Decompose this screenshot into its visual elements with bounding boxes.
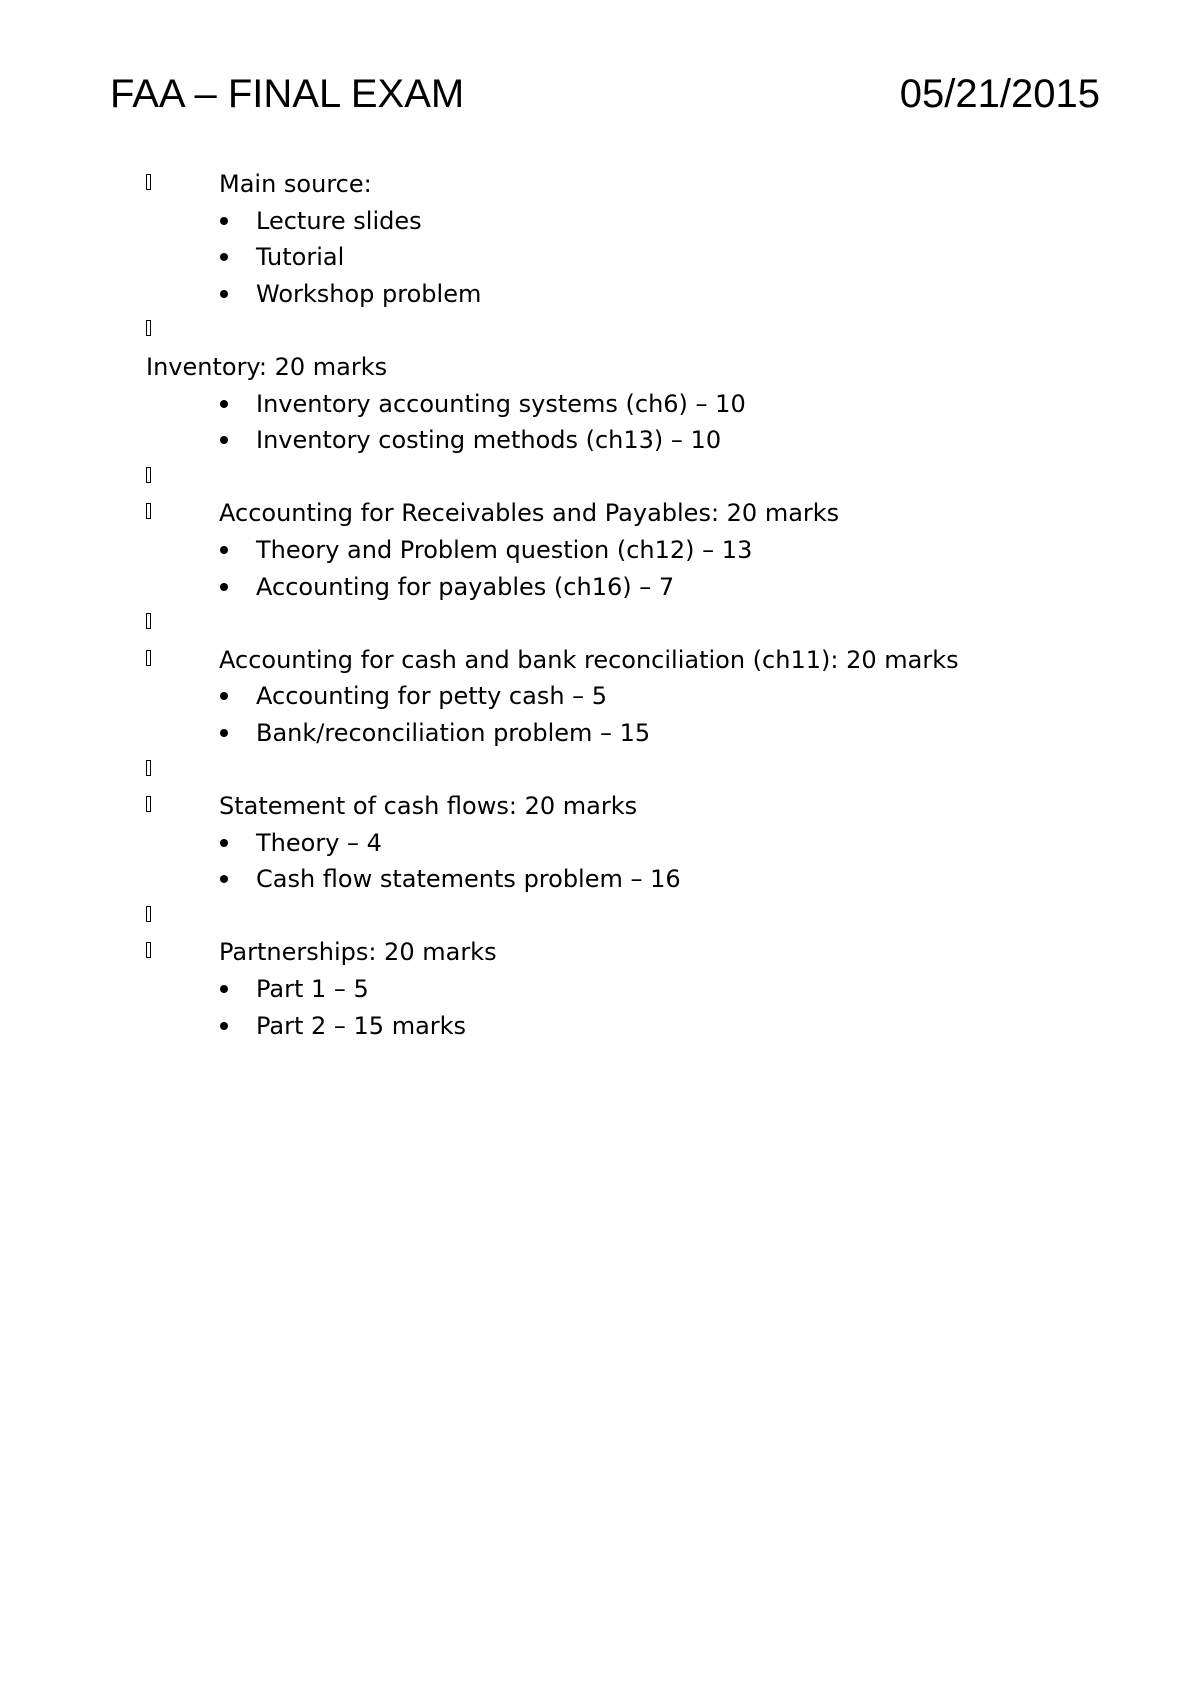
bullet-icon bbox=[220, 729, 228, 737]
section-heading-text: Partnerships: 20 marks bbox=[219, 938, 497, 967]
bullet-icon bbox=[220, 875, 228, 883]
section-heading bbox=[146, 349, 1146, 386]
section-heading bbox=[146, 788, 1146, 825]
list-item bbox=[146, 239, 1146, 276]
list-item-text: Lecture slides bbox=[256, 206, 422, 235]
missing-glyph-icon bbox=[146, 650, 151, 666]
page-title: FAA – FINAL EXAM bbox=[110, 72, 465, 116]
list-item bbox=[146, 203, 1146, 240]
section-heading-text: Accounting for cash and bank reconciliation (ch11): 20 marks bbox=[219, 645, 959, 674]
list-item bbox=[146, 569, 1146, 606]
list-item-text: Bank/reconciliation problem – 15 bbox=[256, 718, 651, 747]
list-item-text: Tutorial bbox=[256, 243, 345, 272]
exam-date: 05/21/2015 bbox=[899, 72, 1100, 116]
list-item bbox=[146, 386, 1146, 423]
missing-glyph-icon bbox=[146, 906, 151, 922]
list-item bbox=[146, 715, 1146, 752]
bullet-icon bbox=[220, 692, 228, 700]
list-item bbox=[146, 971, 1146, 1008]
section-heading bbox=[146, 495, 1146, 532]
section-heading bbox=[146, 166, 1146, 203]
section-heading bbox=[146, 642, 1146, 679]
section-heading-text: Statement of cash flows: 20 marks bbox=[219, 792, 638, 821]
list-item bbox=[146, 532, 1146, 569]
exam-outline bbox=[146, 166, 1146, 1044]
list-item bbox=[146, 422, 1146, 459]
missing-glyph-icon bbox=[146, 467, 151, 483]
list-item-text: Inventory costing methods (ch13) – 10 bbox=[256, 426, 722, 455]
list-item-text: Inventory accounting systems (ch6) – 10 bbox=[256, 389, 746, 418]
list-item bbox=[146, 825, 1146, 862]
section-heading bbox=[146, 752, 1146, 789]
section-heading-text: Inventory: 20 marks bbox=[146, 352, 388, 381]
bullet-icon bbox=[220, 546, 228, 554]
list-item-text: Theory – 4 bbox=[256, 828, 382, 857]
section-heading-text: Main source: bbox=[219, 170, 372, 198]
section-heading bbox=[146, 459, 1146, 496]
list-item-text: Cash flow statements problem – 16 bbox=[256, 865, 681, 894]
section-heading bbox=[146, 312, 1146, 349]
list-item-text: Theory and Problem question (ch12) – 13 bbox=[256, 535, 753, 564]
list-item bbox=[146, 276, 1146, 313]
missing-glyph-icon bbox=[146, 796, 151, 812]
list-item-text: Part 2 – 15 marks bbox=[256, 1011, 467, 1040]
list-item-text: Accounting for payables (ch16) – 7 bbox=[256, 572, 675, 601]
section-heading bbox=[146, 934, 1146, 971]
section-heading bbox=[146, 605, 1146, 642]
missing-glyph-icon bbox=[146, 174, 151, 190]
list-item bbox=[146, 678, 1146, 715]
bullet-icon bbox=[220, 985, 228, 993]
missing-glyph-icon bbox=[146, 320, 151, 336]
bullet-icon bbox=[220, 217, 228, 225]
bullet-icon bbox=[220, 290, 228, 298]
section-heading bbox=[146, 898, 1146, 935]
list-item-text: Accounting for petty cash – 5 bbox=[256, 682, 608, 711]
bullet-icon bbox=[220, 583, 228, 591]
missing-glyph-icon bbox=[146, 760, 151, 776]
list-item bbox=[146, 861, 1146, 898]
bullet-icon bbox=[220, 400, 228, 408]
bullet-icon bbox=[220, 839, 228, 847]
missing-glyph-icon bbox=[146, 613, 151, 629]
missing-glyph-icon bbox=[146, 942, 151, 958]
list-item bbox=[146, 1008, 1146, 1045]
page-header bbox=[110, 70, 1100, 120]
missing-glyph-icon bbox=[146, 503, 151, 519]
list-item-text: Workshop problem bbox=[256, 279, 482, 308]
bullet-icon bbox=[220, 253, 228, 261]
section-heading-text: Accounting for Receivables and Payables: 20 marks bbox=[219, 499, 840, 528]
list-item-text: Part 1 – 5 bbox=[256, 975, 369, 1004]
bullet-icon bbox=[220, 436, 228, 444]
bullet-icon bbox=[220, 1022, 228, 1030]
